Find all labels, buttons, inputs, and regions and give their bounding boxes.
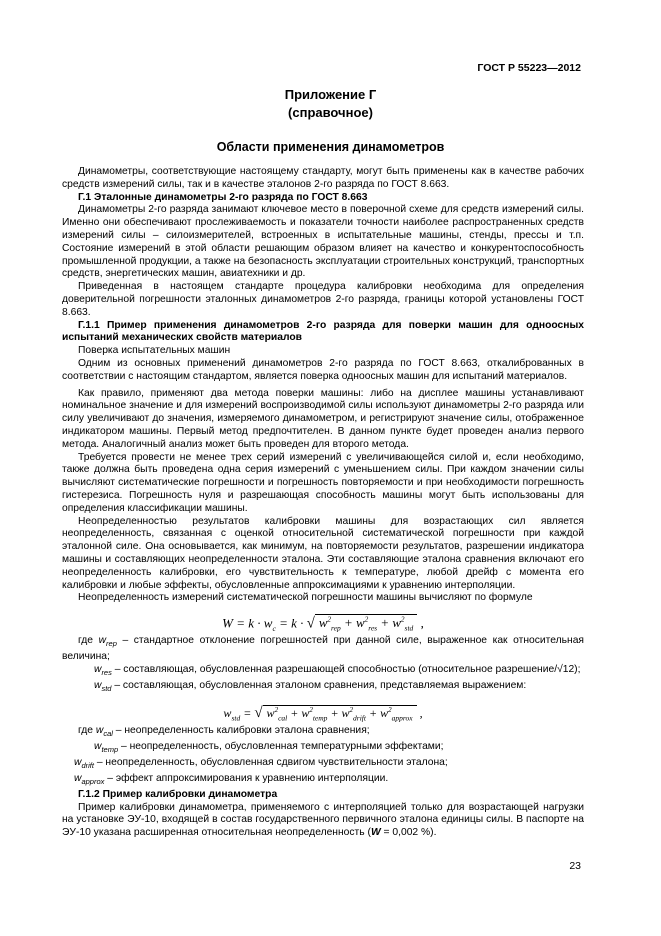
definition-w-cal: где $w_{cal}$ – неопределенность калибровки эталона сравнения;	[78, 725, 370, 739]
paragraph: Неопределенность измерений систематической погрешности машины вычисляют по формуле	[78, 592, 533, 604]
definition-w-temp: $w_{temp}$ – неопределенность, обусловленная температурными эффектами;	[94, 741, 444, 755]
paragraph: Одним из основных применений динамометров 2-го разряда по ГОСТ 8.663, откалиброванных в соответствии с настоящим стандартом, является поверка одноосных машин для испытаний материалов.	[62, 357, 584, 382]
paragraph: Неопределенностью результатов калибровки машины для возрастающих сил является неопределенность, связанная с оценкой относительной систематической погрешности при каждой эталонной силе. Она основывается, как минимум, на повторяемости результатов, разрешении индикатора машины и составляющих неопределенности эталона. Эти составляющие эталона сравнения включают его неопределенность калибровки, его чувствительность к температуре, любой дрейф с момента его калибровки и любые эффекты, обусловленные аппроксимациями к уравнению интерполяции.	[62, 515, 584, 591]
appendix-subtitle: (справочное)	[288, 105, 373, 120]
subsection-heading: Г.1.1 Пример применения динамометров 2-го разряда для поверки машин для одноосных испытаний механических свойств материалов	[62, 319, 584, 344]
formula-w-std: $w_{std}$ = √ $w^2_{cal} + w^2_{temp} + w^2_{drift} + w^2_{approx}$ ,	[223, 705, 423, 723]
page-number: 23	[569, 860, 581, 872]
body-text	[62, 166, 584, 840]
appendix-title: Приложение Г	[284, 87, 377, 102]
paragraph: Динамометры, соответствующие настоящему стандарту, могут быть применены как в качестве рабочих средств измерений силы, так и в качестве эталонов 2-го разряда по ГОСТ 8.663.	[62, 166, 584, 190]
paragraph: Требуется провести не менее трех серий измерений с увеличивающейся силой и, если необходимо, также должна быть проведена одна серия измерений с уменьшением силы. При каждом значении силы вычисляют систематические погрешности и погрешность повторяемости и при необходимости погрешность гистерезиса. Погрешность нуля и разрешающая способность машины могут быть использованы для определения классификации машины.	[62, 451, 584, 514]
paragraph: Пример калибровки динамометра, применяемого с интерполяцией только для возрастающей нагрузки на установке ЭУ-10, входящей в состав государственного первичного эталона единицы силы. В паспорте на ЭУ-10 указана расширенная относительная неопределенность (W = 0,002 %).	[62, 801, 584, 839]
paragraph: Приведенная в настоящем стандарте процедура калибровки необходима для определения доверительной погрешности эталонных динамометров 2-го разряда, границы которой установлены ГОСТ 8.663.	[62, 281, 584, 318]
subsection-heading: Г.1.2 Пример калибровки динамометра	[78, 788, 278, 800]
section-title: Области применения динамометров	[216, 140, 445, 154]
definition-w-drift: $w_{drift}$ – неопределенность, обусловленная сдвигом чувствительности эталона;	[74, 757, 448, 771]
paragraph: Поверка испытательных машин	[78, 345, 231, 357]
paragraph: Как правило, применяют два метода поверки машины: либо на дисплее машины устанавливают номинальное значение и для измерений воспроизводимой силы используют динамометры 2-го разряда или силу увеличивают до значения, измеряемого динамометром, и регистрируют значение силы, отображенное индикатором машины. Первый метод предпочтителен. В данном пункте будет проведен анализ первого метода. Аналогичный анализ может быть проведен для второго метода.	[62, 387, 584, 450]
definition-w-approx: $w_{approx}$ – эффект аппроксимирования к уравнению интерполяции.	[74, 772, 389, 786]
definition-w-std: $w_{std}$ – составляющая, обусловленная эталоном сравнения, представляемая выражением:	[94, 679, 527, 693]
document-id: ГОСТ Р 55223—2012	[477, 62, 581, 74]
formula-w: $W = k \cdot w_c = k$ · √ $w^2_{rep} + w^2_{res} + w^2_{std}$ ,	[222, 615, 424, 634]
subsection-heading: Г.1 Эталонные динамометры 2-го разряда по ГОСТ 8.663	[78, 191, 368, 203]
definition-w-res: $w_{res}$ – составляющая, обусловленная разрешающей способностью (относительное разрешение/√12);	[94, 663, 581, 677]
definition-w-rep: где $w_{rep}$ – стандартное отклонение погрешностей при данной силе, выраженное как относительная величина;	[62, 635, 584, 662]
paragraph: Динамометры 2-го разряда занимают ключевое место в поверочной схеме для средств измерений силы. Именно они обеспечивают прослеживаемость и показатели точности наиболее распространенных средств измерений силы – силоизмерителей, встроенных в испытательные машины, стенды, прессы и т.п. Состояние измерений в этой области решающим образом влияет на качество и конкурентоспособность промышленной продукции, а также на безопасность эксплуатации строительных конструкций, транспортных средств, энергетических машин, авиатехники и др.	[62, 204, 584, 280]
